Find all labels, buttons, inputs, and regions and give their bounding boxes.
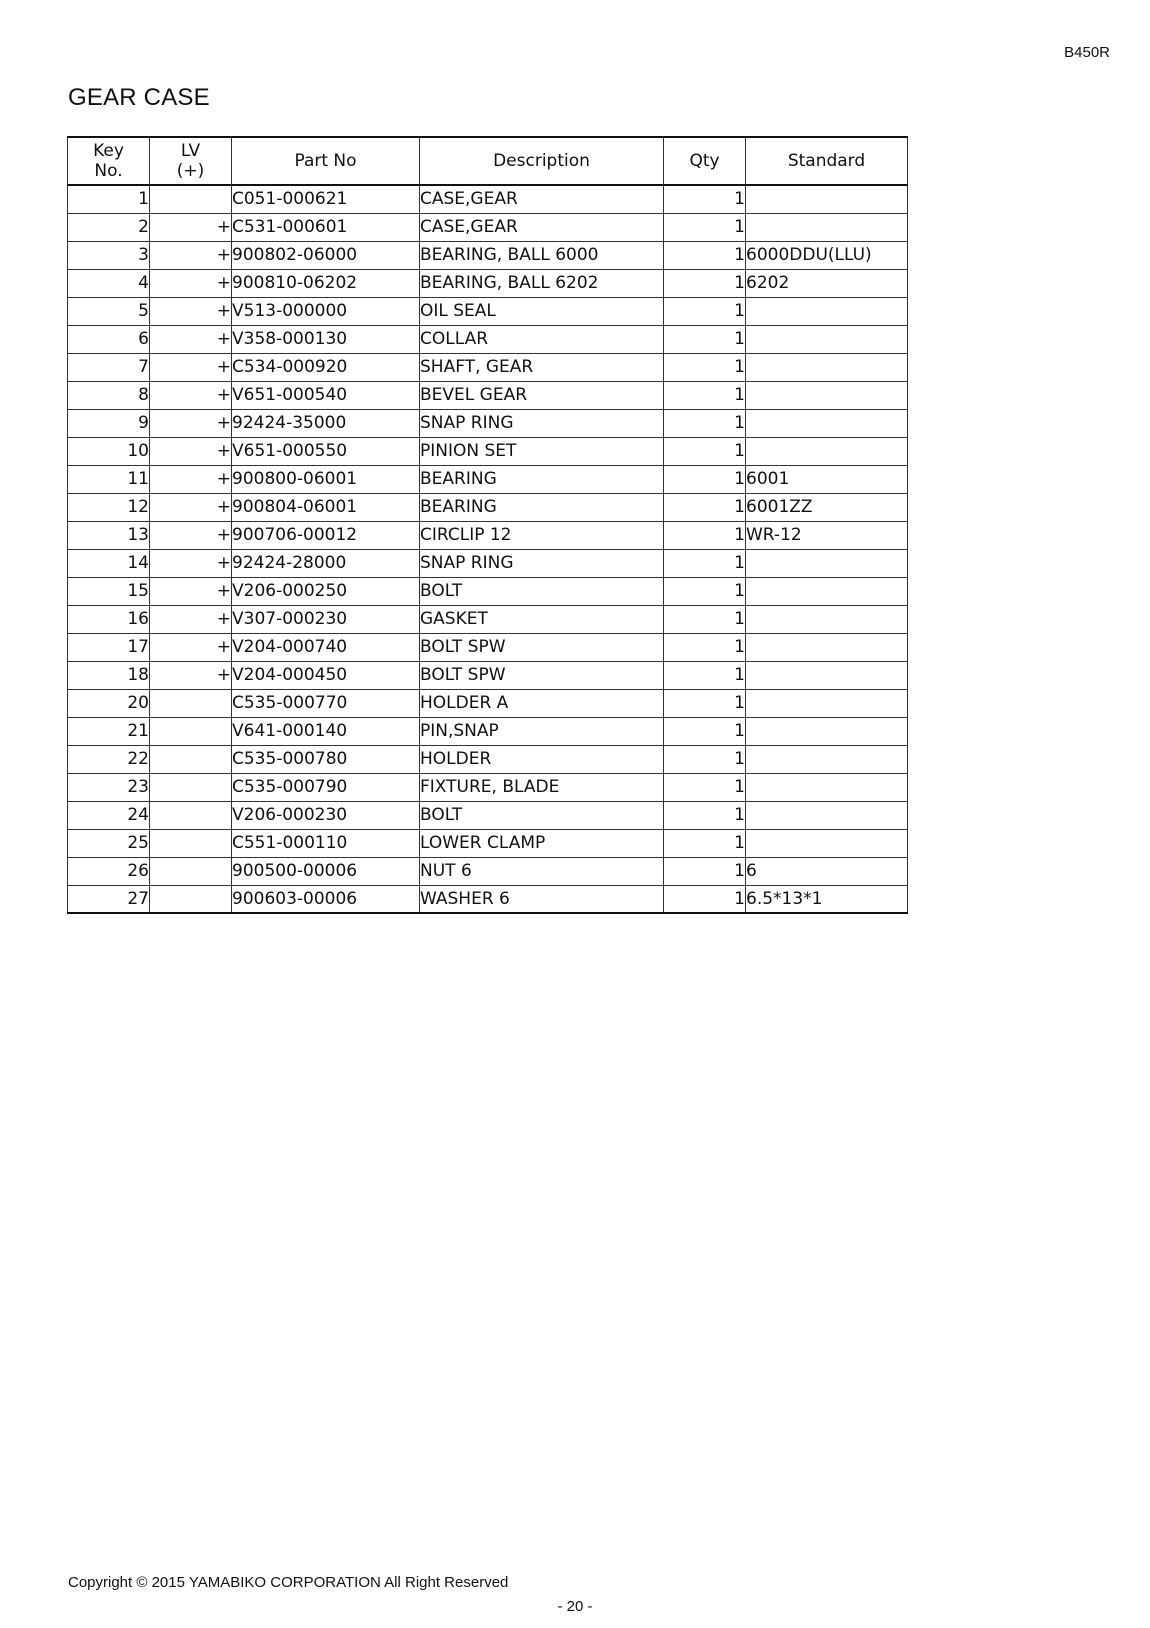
cell-lv: +	[150, 381, 232, 409]
cell-lv: +	[150, 493, 232, 521]
cell-description: BOLT	[420, 801, 664, 829]
cell-qty: 1	[664, 773, 746, 801]
cell-lv: +	[150, 269, 232, 297]
cell-part-no: V651-000550	[232, 437, 420, 465]
cell-part-no: 900800-06001	[232, 465, 420, 493]
model-code: B450R	[1064, 44, 1110, 61]
cell-part-no: C534-000920	[232, 353, 420, 381]
table-row	[68, 885, 908, 913]
cell-standard	[746, 577, 908, 605]
cell-lv: +	[150, 521, 232, 549]
table-row	[68, 185, 908, 213]
cell-key-no: 24	[68, 801, 150, 829]
table-row	[68, 437, 908, 465]
cell-standard	[746, 549, 908, 577]
cell-description: PIN,SNAP	[420, 717, 664, 745]
cell-qty: 1	[664, 521, 746, 549]
table-row	[68, 325, 908, 353]
cell-lv	[150, 185, 232, 213]
cell-key-no: 22	[68, 745, 150, 773]
cell-lv: +	[150, 437, 232, 465]
header-lv-line1: LV	[180, 141, 201, 161]
cell-key-no: 8	[68, 381, 150, 409]
cell-part-no: V651-000540	[232, 381, 420, 409]
cell-lv	[150, 745, 232, 773]
header-lv-line2: (+)	[176, 161, 205, 181]
table-row	[68, 269, 908, 297]
cell-key-no: 11	[68, 465, 150, 493]
cell-qty: 1	[664, 213, 746, 241]
cell-standard	[746, 353, 908, 381]
cell-key-no: 18	[68, 661, 150, 689]
cell-qty: 1	[664, 269, 746, 297]
cell-description: COLLAR	[420, 325, 664, 353]
header-lv	[150, 137, 232, 185]
cell-standard	[746, 297, 908, 325]
cell-description: BOLT	[420, 577, 664, 605]
cell-lv: +	[150, 241, 232, 269]
table-row	[68, 577, 908, 605]
cell-lv	[150, 717, 232, 745]
cell-description: CIRCLIP 12	[420, 521, 664, 549]
cell-standard: WR-12	[746, 521, 908, 549]
cell-lv	[150, 857, 232, 885]
page-number: - 20 -	[557, 1598, 593, 1615]
cell-qty: 1	[664, 605, 746, 633]
table-row	[68, 689, 908, 717]
cell-key-no: 20	[68, 689, 150, 717]
cell-part-no: V641-000140	[232, 717, 420, 745]
header-key-line1: Key	[93, 141, 124, 161]
cell-part-no: 900802-06000	[232, 241, 420, 269]
cell-qty: 1	[664, 885, 746, 913]
cell-key-no: 17	[68, 633, 150, 661]
cell-part-no: 900810-06202	[232, 269, 420, 297]
cell-lv: +	[150, 661, 232, 689]
cell-part-no: V513-000000	[232, 297, 420, 325]
cell-key-no: 14	[68, 549, 150, 577]
cell-part-no: 92424-35000	[232, 409, 420, 437]
cell-description: WASHER 6	[420, 885, 664, 913]
table-row	[68, 717, 908, 745]
cell-standard: 6001	[746, 465, 908, 493]
cell-lv: +	[150, 633, 232, 661]
cell-qty: 1	[664, 661, 746, 689]
cell-standard	[746, 437, 908, 465]
table-row	[68, 409, 908, 437]
cell-standard	[746, 745, 908, 773]
cell-description: PINION SET	[420, 437, 664, 465]
cell-standard: 6.5*13*1	[746, 885, 908, 913]
cell-description: LOWER CLAMP	[420, 829, 664, 857]
cell-qty: 1	[664, 633, 746, 661]
cell-qty: 1	[664, 689, 746, 717]
cell-lv: +	[150, 549, 232, 577]
cell-description: OIL SEAL	[420, 297, 664, 325]
cell-key-no: 7	[68, 353, 150, 381]
cell-key-no: 23	[68, 773, 150, 801]
cell-qty: 1	[664, 577, 746, 605]
cell-key-no: 25	[68, 829, 150, 857]
cell-key-no: 27	[68, 885, 150, 913]
cell-part-no: V204-000740	[232, 633, 420, 661]
cell-key-no: 2	[68, 213, 150, 241]
cell-description: HOLDER	[420, 745, 664, 773]
cell-qty: 1	[664, 409, 746, 437]
cell-part-no: 900500-00006	[232, 857, 420, 885]
header-description: Description	[420, 137, 664, 185]
cell-description: FIXTURE, BLADE	[420, 773, 664, 801]
cell-description: SNAP RING	[420, 409, 664, 437]
table-row	[68, 549, 908, 577]
cell-part-no: V307-000230	[232, 605, 420, 633]
cell-standard	[746, 773, 908, 801]
cell-qty: 1	[664, 829, 746, 857]
cell-key-no: 9	[68, 409, 150, 437]
cell-standard: 6000DDU(LLU)	[746, 241, 908, 269]
cell-key-no: 1	[68, 185, 150, 213]
cell-description: BEVEL GEAR	[420, 381, 664, 409]
cell-lv: +	[150, 577, 232, 605]
table-row	[68, 857, 908, 885]
header-standard: Standard	[746, 137, 908, 185]
cell-standard	[746, 829, 908, 857]
cell-part-no: C535-000780	[232, 745, 420, 773]
table-row	[68, 353, 908, 381]
cell-lv: +	[150, 297, 232, 325]
cell-qty: 1	[664, 493, 746, 521]
parts-table-body	[68, 185, 908, 913]
table-row	[68, 493, 908, 521]
cell-key-no: 13	[68, 521, 150, 549]
cell-qty: 1	[664, 353, 746, 381]
cell-key-no: 5	[68, 297, 150, 325]
cell-lv: +	[150, 213, 232, 241]
cell-qty: 1	[664, 549, 746, 577]
table-row	[68, 241, 908, 269]
cell-standard	[746, 801, 908, 829]
cell-part-no: C535-000770	[232, 689, 420, 717]
cell-key-no: 15	[68, 577, 150, 605]
cell-part-no: 900603-00006	[232, 885, 420, 913]
cell-key-no: 10	[68, 437, 150, 465]
cell-standard: 6	[746, 857, 908, 885]
cell-description: BEARING	[420, 465, 664, 493]
cell-standard	[746, 605, 908, 633]
cell-description: BOLT SPW	[420, 661, 664, 689]
cell-key-no: 21	[68, 717, 150, 745]
table-row	[68, 521, 908, 549]
cell-part-no: C531-000601	[232, 213, 420, 241]
cell-qty: 1	[664, 297, 746, 325]
cell-lv	[150, 773, 232, 801]
cell-lv: +	[150, 465, 232, 493]
table-header-row	[68, 137, 908, 185]
cell-part-no: C051-000621	[232, 185, 420, 213]
cell-qty: 1	[664, 241, 746, 269]
cell-description: CASE,GEAR	[420, 185, 664, 213]
cell-description: BEARING, BALL 6000	[420, 241, 664, 269]
table-row	[68, 633, 908, 661]
cell-part-no: C551-000110	[232, 829, 420, 857]
cell-key-no: 3	[68, 241, 150, 269]
cell-lv	[150, 801, 232, 829]
cell-qty: 1	[664, 745, 746, 773]
cell-description: BEARING	[420, 493, 664, 521]
parts-table	[67, 136, 908, 914]
cell-lv: +	[150, 353, 232, 381]
cell-key-no: 26	[68, 857, 150, 885]
cell-part-no: 900706-00012	[232, 521, 420, 549]
cell-standard	[746, 689, 908, 717]
cell-description: SHAFT, GEAR	[420, 353, 664, 381]
table-row	[68, 213, 908, 241]
table-row	[68, 605, 908, 633]
table-row	[68, 381, 908, 409]
table-row	[68, 745, 908, 773]
cell-standard	[746, 409, 908, 437]
cell-description: BOLT SPW	[420, 633, 664, 661]
cell-lv: +	[150, 605, 232, 633]
cell-key-no: 12	[68, 493, 150, 521]
cell-lv: +	[150, 409, 232, 437]
table-row	[68, 801, 908, 829]
cell-part-no: C535-000790	[232, 773, 420, 801]
cell-standard	[746, 717, 908, 745]
cell-standard	[746, 325, 908, 353]
cell-part-no: 900804-06001	[232, 493, 420, 521]
cell-qty: 1	[664, 325, 746, 353]
cell-part-no: V204-000450	[232, 661, 420, 689]
cell-standard: 6001ZZ	[746, 493, 908, 521]
cell-part-no: V358-000130	[232, 325, 420, 353]
cell-qty: 1	[664, 801, 746, 829]
cell-standard	[746, 661, 908, 689]
table-row	[68, 465, 908, 493]
cell-description: NUT 6	[420, 857, 664, 885]
cell-key-no: 16	[68, 605, 150, 633]
header-key-line2: No.	[94, 161, 123, 181]
cell-qty: 1	[664, 437, 746, 465]
cell-description: HOLDER A	[420, 689, 664, 717]
cell-description: CASE,GEAR	[420, 213, 664, 241]
header-key-no	[68, 137, 150, 185]
cell-qty: 1	[664, 381, 746, 409]
table-row	[68, 297, 908, 325]
table-row	[68, 829, 908, 857]
cell-description: BEARING, BALL 6202	[420, 269, 664, 297]
cell-part-no: V206-000230	[232, 801, 420, 829]
table-row	[68, 661, 908, 689]
cell-description: GASKET	[420, 605, 664, 633]
page-title: GEAR CASE	[68, 84, 210, 111]
cell-part-no: 92424-28000	[232, 549, 420, 577]
cell-standard	[746, 213, 908, 241]
cell-standard	[746, 633, 908, 661]
cell-standard	[746, 185, 908, 213]
header-qty: Qty	[664, 137, 746, 185]
cell-qty: 1	[664, 465, 746, 493]
cell-lv	[150, 885, 232, 913]
cell-part-no: V206-000250	[232, 577, 420, 605]
cell-qty: 1	[664, 717, 746, 745]
cell-qty: 1	[664, 857, 746, 885]
copyright-notice: Copyright © 2015 YAMABIKO CORPORATION All Right Reserved	[68, 1574, 509, 1591]
cell-key-no: 4	[68, 269, 150, 297]
cell-lv	[150, 829, 232, 857]
cell-description: SNAP RING	[420, 549, 664, 577]
cell-standard	[746, 381, 908, 409]
cell-lv: +	[150, 325, 232, 353]
cell-qty: 1	[664, 185, 746, 213]
cell-standard: 6202	[746, 269, 908, 297]
table-row	[68, 773, 908, 801]
header-part-no: Part No	[232, 137, 420, 185]
cell-lv	[150, 689, 232, 717]
cell-key-no: 6	[68, 325, 150, 353]
